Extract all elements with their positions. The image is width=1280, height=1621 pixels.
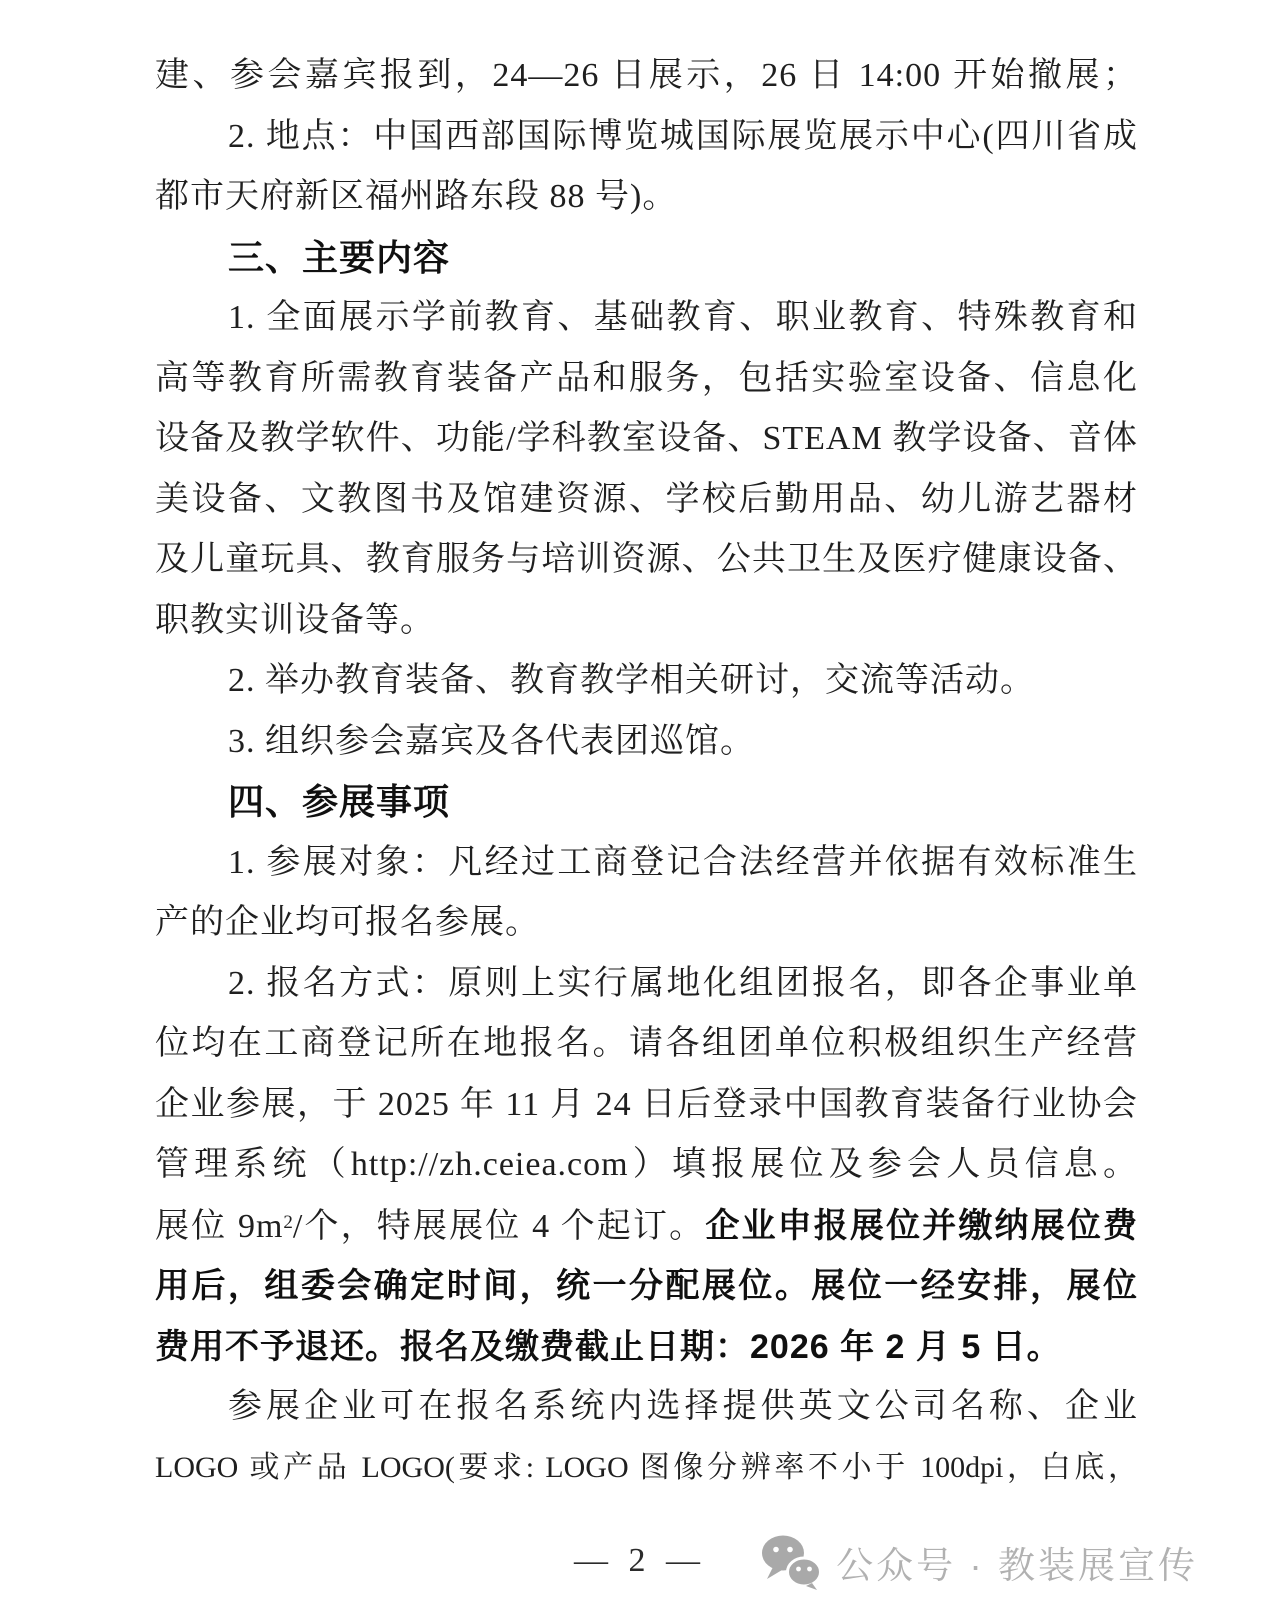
text-segment: 设备及教学软件、功能/学科教室设备、STEAM 教学设备、音体 bbox=[155, 420, 1138, 457]
text-segment: 建、参会嘉宾报到，24—26 日展示，26 日 14:00 开始撤展； bbox=[155, 57, 1138, 94]
text-segment: 位均在工商登记所在地报名。请各组团单位积极组织生产经营 bbox=[155, 1025, 1138, 1062]
text-line bbox=[155, 46, 1138, 107]
text-line bbox=[155, 107, 1138, 168]
text-line bbox=[155, 833, 1138, 894]
text-line bbox=[155, 591, 1138, 652]
text-segment: 2. 举办教育装备、教育教学相关研讨，交流等活动。 bbox=[228, 662, 1035, 699]
text-segment: 展位 9m bbox=[155, 1207, 284, 1245]
page-number: — 2 — bbox=[574, 1542, 706, 1579]
text-segment: 3. 组织参会嘉宾及各代表团巡馆。 bbox=[228, 722, 755, 760]
bold-text-segment: 用后，组委会确定时间，统一分配展位。展位一经安排，展位 bbox=[155, 1267, 1138, 1305]
section-heading bbox=[155, 228, 1138, 289]
watermark-label: 公众号 · 教装展宣传 bbox=[836, 1545, 1198, 1586]
text-line bbox=[155, 530, 1138, 591]
text-line bbox=[155, 1135, 1138, 1196]
bold-text-segment: 费用不予退还。报名及缴费截止日期：2026 年 2 月 5 日。 bbox=[155, 1327, 1062, 1366]
text-segment: 参展企业可在报名系统内选择提供英文公司名称、企业 bbox=[228, 1388, 1138, 1425]
document-body bbox=[155, 46, 1138, 1498]
text-segment: 1. 参展对象：凡经过工商登记合法经营并依据有效标准生 bbox=[228, 843, 1138, 881]
text-line bbox=[155, 470, 1138, 531]
text-segment: LOGO 或产品 LOGO(要求: LOGO 图像分辨率不小于 100dpi，白底， bbox=[155, 1450, 1138, 1484]
text-line bbox=[155, 1196, 1138, 1257]
wechat-watermark bbox=[760, 1534, 1198, 1590]
text-segment: 2 bbox=[283, 1211, 293, 1233]
text-segment: 管理系统（http://zh.ceiea.com）填报展位及参会人员信息。 bbox=[155, 1146, 1138, 1183]
text-line bbox=[155, 1317, 1138, 1378]
bold-text-segment: 企业申报展位并缴纳展位费 bbox=[705, 1206, 1138, 1245]
text-line bbox=[155, 893, 1138, 954]
text-segment: 企业参展，于 2025 年 11 月 24 日后登录中国教育装备行业协会 bbox=[155, 1085, 1138, 1123]
text-line bbox=[155, 712, 1138, 773]
text-line bbox=[155, 349, 1138, 410]
bold-text-segment: 四、参展事项 bbox=[228, 781, 451, 822]
text-segment: 职教实训设备等。 bbox=[155, 601, 435, 639]
text-line bbox=[155, 1377, 1138, 1438]
text-segment: 及儿童玩具、教育服务与培训资源、公共卫生及医疗健康设备、 bbox=[155, 541, 1138, 578]
text-segment: 1. 全面展示学前教育、基础教育、职业教育、特殊教育和 bbox=[228, 299, 1138, 336]
text-line bbox=[155, 651, 1138, 712]
bold-text-segment: 三、主要内容 bbox=[228, 236, 451, 278]
text-line bbox=[155, 409, 1138, 470]
text-line bbox=[155, 1014, 1138, 1075]
wechat-icon bbox=[760, 1534, 822, 1590]
section-heading bbox=[155, 772, 1138, 833]
text-segment: 高等教育所需教育装备产品和服务，包括实验室设备、信息化 bbox=[155, 359, 1138, 397]
text-line bbox=[155, 1438, 1138, 1499]
text-segment: 都市天府新区福州路东段 88 号)。 bbox=[155, 178, 678, 215]
text-segment: 2. 地点：中国西部国际博览城国际展览展示中心(四川省成 bbox=[228, 117, 1138, 155]
text-line bbox=[155, 1256, 1138, 1317]
text-line bbox=[155, 288, 1138, 349]
text-line bbox=[155, 954, 1138, 1015]
text-segment: 2. 报名方式：原则上实行属地化组团报名，即各企事业单 bbox=[228, 964, 1138, 1002]
text-segment: 美设备、文教图书及馆建资源、学校后勤用品、幼儿游艺器材 bbox=[155, 480, 1138, 518]
text-segment: /个，特展展位 4 个起订。 bbox=[292, 1207, 706, 1245]
text-segment: 产的企业均可报名参展。 bbox=[155, 904, 540, 941]
text-line bbox=[155, 167, 1138, 228]
text-line bbox=[155, 1075, 1138, 1136]
